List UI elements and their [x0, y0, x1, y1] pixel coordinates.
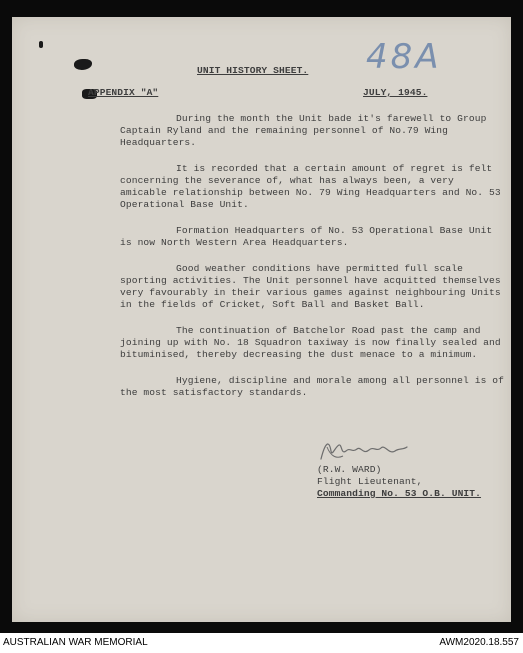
- signatory-role: Commanding No. 53 O.B. UNIT.: [317, 488, 482, 499]
- paragraph: Formation Headquarters of No. 53 Operational Base Unit is now North Western Area Headquarters.: [120, 225, 493, 248]
- archive-name: AUSTRALIAN WAR MEMORIAL: [3, 637, 148, 648]
- document-date: JULY, 1945.: [363, 87, 428, 98]
- paragraph: It is recorded that a certain amount of regret is felt concerning the severance of, what has always been, a very amicable relationship between No. 79 Wing Headquarters and No. 53 Operational Base Unit.: [120, 163, 501, 210]
- handwritten-reference: 48A: [366, 37, 442, 77]
- appendix-label: APPENDIX "A": [88, 87, 159, 98]
- document-title: UNIT HISTORY SHEET.: [197, 65, 309, 76]
- handwritten-signature: [317, 433, 412, 468]
- paragraph: The continuation of Batchelor Road past the camp and joining up with No. 18 Squadron taxiway is now finally sealed and bituminised, thereby decreasing the dust menace to a minimum.: [120, 325, 501, 360]
- punch-hole-mark: [39, 41, 43, 48]
- document-page: [12, 17, 511, 622]
- caption-bar: [0, 633, 523, 653]
- paragraph: During the month the Unit bade it's farewell to Group Captain Ryland and the remaining personnel of No.79 Wing Headquarters.: [120, 113, 487, 148]
- paragraph: Good weather conditions have permitted full scale sporting activities. The Unit personnel have acquitted themselves very favourably in their various games against neighbouring Units in the fields of Cricket, Soft Ball and Basket Ball.: [120, 263, 501, 310]
- signatory-rank: Flight Lieutenant,: [317, 476, 423, 487]
- paragraph: Hygiene, discipline and morale among all personnel is of the most satisfactory standards.: [120, 375, 505, 398]
- accession-number: AWM2020.18.557: [439, 637, 519, 648]
- signature-block: [317, 464, 507, 500]
- damage-mark: [74, 59, 92, 70]
- signatory-name: (R.W. WARD): [317, 464, 382, 475]
- document-body: [120, 113, 505, 413]
